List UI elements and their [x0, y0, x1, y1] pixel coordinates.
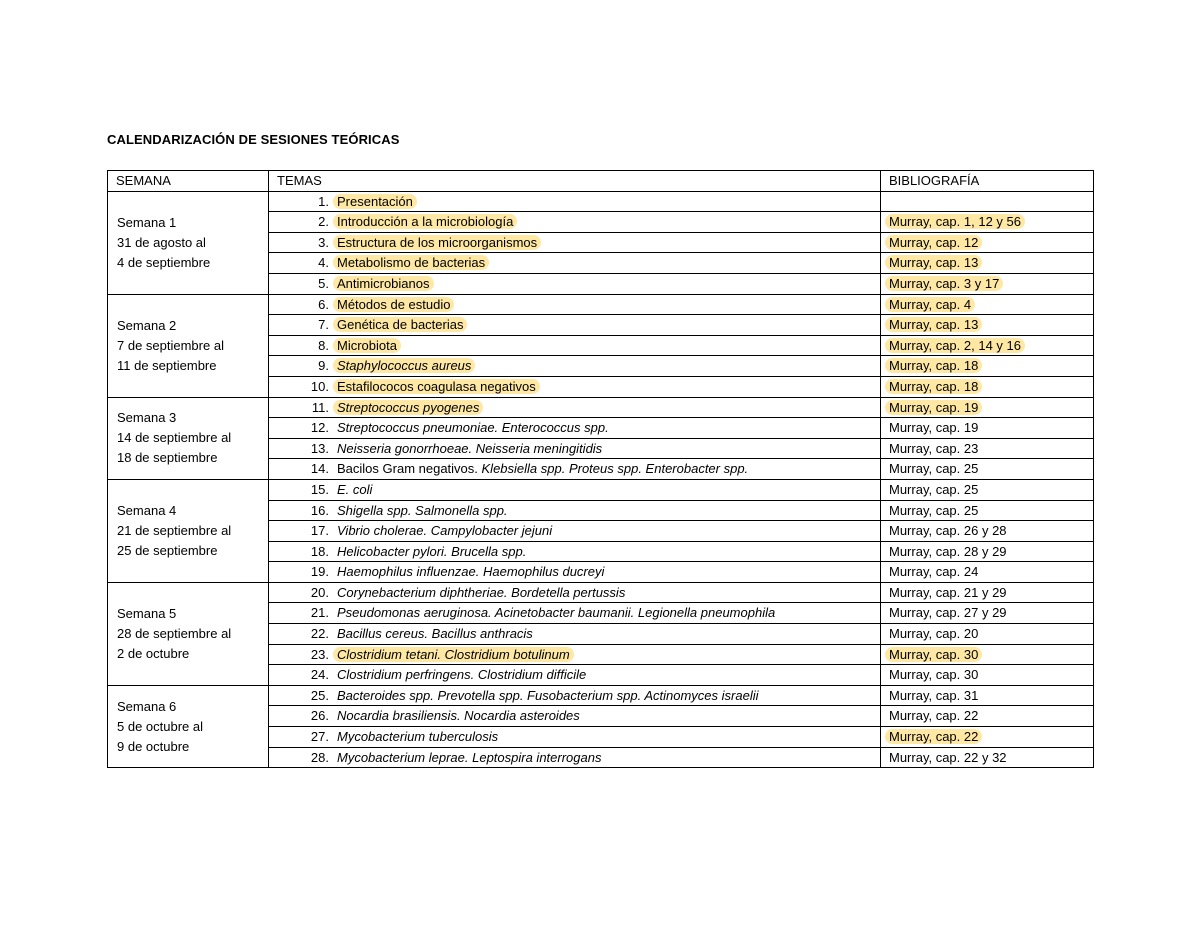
- topic-cell: [269, 665, 881, 686]
- topic-cell: [269, 335, 881, 356]
- bibliography-cell: [881, 706, 1094, 727]
- topic-cell: [269, 747, 881, 768]
- bibliography-cell: [881, 212, 1094, 233]
- topic-number: 16.: [310, 502, 329, 518]
- topic-number: 8.: [318, 337, 329, 353]
- bibliography-text: Murray, cap. 3 y 17: [885, 276, 1003, 291]
- topic-wrap: [333, 297, 454, 312]
- schedule-table: [107, 170, 1094, 768]
- topic-text: Mycobacterium leprae. Leptospira interrogans: [337, 749, 602, 765]
- document-title: CALENDARIZACIÓN DE SESIONES TEÓRICAS: [107, 132, 400, 147]
- topic-text: Staphylococcus aureus: [337, 358, 472, 374]
- topic-number: 6.: [318, 296, 329, 312]
- table-row: [108, 397, 1094, 418]
- week-label: Semana 3: [117, 410, 177, 426]
- bibliography-cell: [881, 273, 1094, 294]
- week-cell: [108, 191, 269, 294]
- bibliography-cell: [881, 603, 1094, 624]
- topic-cell: [269, 232, 881, 253]
- bibliography-cell: [881, 397, 1094, 418]
- bibliography-text: Murray, cap. 18: [885, 358, 982, 373]
- topic-text: Corynebacterium diphtheriae. Bordetella pertussis: [337, 584, 626, 600]
- topic-wrap: [333, 338, 401, 353]
- topic-number: 24.: [310, 667, 329, 683]
- topic-number: 18.: [310, 543, 329, 559]
- bibliography-cell: [881, 665, 1094, 686]
- bibliography-text: Murray, cap. 24: [889, 564, 979, 580]
- bibliography-cell: [881, 562, 1094, 583]
- topic-text: Nocardia brasiliensis. Nocardia asteroides: [337, 708, 580, 724]
- topic-number: 9.: [318, 358, 329, 374]
- topic-cell: [269, 459, 881, 480]
- bibliography-cell: [881, 644, 1094, 665]
- topic-text: Métodos de estudio: [337, 296, 451, 312]
- header-topics: TEMAS: [269, 171, 881, 192]
- bibliography-text: Murray, cap. 12: [885, 235, 982, 250]
- topic-wrap: [333, 647, 574, 662]
- topic-number: 15.: [310, 481, 329, 497]
- bibliography-cell: [881, 376, 1094, 397]
- bibliography-text: Murray, cap. 19: [889, 420, 979, 436]
- bibliography-text: Murray, cap. 23: [889, 440, 979, 456]
- week-line1: 31 de agosto al: [117, 234, 206, 250]
- bibliography-text: Murray, cap. 4: [885, 297, 975, 312]
- topic-cell: [269, 500, 881, 521]
- bibliography-text: Murray, cap. 27 y 29: [889, 605, 1007, 621]
- topic-cell: [269, 315, 881, 336]
- week-line2: 25 de septiembre: [117, 542, 218, 558]
- topic-cell: [269, 624, 881, 645]
- topic-text: Helicobacter pylori. Brucella spp.: [337, 543, 527, 559]
- topic-text: Antimicrobianos: [337, 275, 430, 291]
- topic-text: Genética de bacterias: [337, 317, 464, 333]
- topic-text: Neisseria gonorrhoeae. Neisseria meningitidis: [337, 440, 603, 456]
- bibliography-cell: [881, 500, 1094, 521]
- topic-text: Bacillus cereus. Bacillus anthracis: [337, 626, 533, 642]
- topic-text: Estafilococos coagulasa negativos: [337, 378, 536, 394]
- bibliography-text: Murray, cap. 13: [885, 317, 982, 332]
- week-line2: 4 de septiembre: [117, 254, 211, 270]
- header-week: SEMANA: [108, 171, 269, 192]
- header-bibliography: BIBLIOGRAFÍA: [881, 171, 1094, 192]
- table-row: [108, 685, 1094, 706]
- bibliography-text: Murray, cap. 25: [889, 481, 979, 497]
- topic-number: 10.: [310, 378, 329, 394]
- topic-wrap: [333, 400, 483, 415]
- bibliography-cell: [881, 294, 1094, 315]
- week-line1: 7 de septiembre al: [117, 337, 224, 353]
- topic-cell: [269, 418, 881, 439]
- topic-number: 2.: [318, 214, 329, 230]
- topic-text: Mycobacterium tuberculosis: [337, 729, 499, 745]
- bibliography-text: Murray, cap. 18: [885, 379, 982, 394]
- bibliography-text: Murray, cap. 1, 12 y 56: [885, 214, 1025, 229]
- topic-number: 20.: [310, 584, 329, 600]
- topic-text: Metabolismo de bacterias: [337, 255, 486, 271]
- topic-wrap: [333, 379, 540, 394]
- bibliography-text: Murray, cap. 21 y 29: [889, 584, 1007, 600]
- table-row: [108, 191, 1094, 212]
- topic-number: 14.: [310, 461, 329, 477]
- bibliography-cell: [881, 685, 1094, 706]
- topic-wrap: [333, 276, 434, 291]
- topic-cell: [269, 212, 881, 233]
- topic-number: 7.: [318, 317, 329, 333]
- bibliography-cell: [881, 315, 1094, 336]
- topic-text: Microbiota: [337, 337, 397, 353]
- topic-cell: [269, 294, 881, 315]
- bibliography-cell: [881, 438, 1094, 459]
- table-header-row: [108, 171, 1094, 192]
- bibliography-cell: [881, 747, 1094, 768]
- topic-text: Presentación: [337, 193, 413, 209]
- table-body: [108, 191, 1094, 768]
- bibliography-cell: [881, 232, 1094, 253]
- topic-cell: [269, 376, 881, 397]
- week-label: Semana 6: [117, 698, 177, 714]
- topic-cell: [269, 397, 881, 418]
- topic-cell: [269, 603, 881, 624]
- bibliography-text: Murray, cap. 25: [889, 502, 979, 518]
- topic-text: Bacteroides spp. Prevotella spp. Fusobacterium spp. Actinomyces israelii: [337, 687, 759, 703]
- topic-number: 4.: [318, 255, 329, 271]
- table-row: [108, 479, 1094, 500]
- topic-wrap: [333, 358, 475, 373]
- topic-number: 27.: [310, 729, 329, 745]
- week-label: Semana 2: [117, 317, 177, 333]
- bibliography-cell: [881, 191, 1094, 212]
- bibliography-text: Murray, cap. 31: [889, 687, 979, 703]
- topic-text: Clostridium tetani. Clostridium botulinum: [337, 646, 570, 662]
- week-line2: 9 de octubre: [117, 738, 190, 754]
- topic-text: Streptococcus pneumoniae. Enterococcus spp.: [337, 420, 609, 436]
- topic-cell: [269, 706, 881, 727]
- bibliography-text: Murray, cap. 30: [889, 667, 979, 683]
- topic-cell: [269, 438, 881, 459]
- week-line2: 2 de octubre: [117, 645, 190, 661]
- bibliography-cell: [881, 459, 1094, 480]
- bibliography-text: Murray, cap. 19: [885, 400, 982, 415]
- week-line1: 21 de septiembre al: [117, 522, 232, 538]
- week-cell: [108, 479, 269, 582]
- week-line1: 28 de septiembre al: [117, 625, 232, 641]
- topic-text: Clostridium perfringens. Clostridium difficile: [337, 667, 587, 683]
- topic-cell: [269, 273, 881, 294]
- topic-number: 5.: [318, 275, 329, 291]
- topic-number: 28.: [310, 749, 329, 765]
- topic-number: 25.: [310, 687, 329, 703]
- topic-number: 23.: [310, 646, 329, 662]
- table-row: [108, 294, 1094, 315]
- bibliography-cell: [881, 253, 1094, 274]
- bibliography-cell: [881, 582, 1094, 603]
- bibliography-cell: [881, 521, 1094, 542]
- topic-cell: [269, 582, 881, 603]
- week-cell: [108, 397, 269, 479]
- topic-cell: [269, 541, 881, 562]
- topic-text: Haemophilus influenzae. Haemophilus ducreyi: [337, 564, 605, 580]
- topic-wrap: [333, 235, 541, 250]
- week-cell: [108, 294, 269, 397]
- topic-cell: [269, 253, 881, 274]
- topic-text: Introducción a la microbiología: [337, 214, 514, 230]
- week-line2: 18 de septiembre: [117, 450, 218, 466]
- week-line1: 14 de septiembre al: [117, 430, 232, 446]
- bibliography-cell: [881, 624, 1094, 645]
- topic-number: 21.: [310, 605, 329, 621]
- topic-number: 22.: [310, 626, 329, 642]
- topic-cell: [269, 562, 881, 583]
- topic-number: 19.: [310, 564, 329, 580]
- week-label: Semana 4: [117, 502, 177, 518]
- bibliography-text: Murray, cap. 22 y 32: [889, 749, 1007, 765]
- topic-text: E. coli: [337, 481, 373, 497]
- bibliography-text: Murray, cap. 26 y 28: [889, 523, 1007, 539]
- topic-number: 17.: [310, 523, 329, 539]
- topic-number: 13.: [310, 440, 329, 456]
- topic-cell: [269, 356, 881, 377]
- bibliography-cell: [881, 479, 1094, 500]
- table-row: [108, 582, 1094, 603]
- bibliography-cell: [881, 541, 1094, 562]
- topic-wrap: [333, 255, 489, 270]
- topic-number: 26.: [310, 708, 329, 724]
- topic-cell: [269, 685, 881, 706]
- topic-text: Bacilos Gram negativos. Klebsiella spp. Proteus spp. Enterobacter spp.: [337, 461, 749, 477]
- topic-number: 12.: [310, 420, 329, 436]
- bibliography-text: Murray, cap. 25: [889, 461, 979, 477]
- topic-wrap: [333, 317, 467, 332]
- topic-text: Pseudomonas aeruginosa. Acinetobacter baumanii. Legionella pneumophila: [337, 605, 776, 621]
- week-cell: [108, 582, 269, 685]
- bibliography-text: Murray, cap. 22: [885, 729, 982, 744]
- topic-cell: [269, 521, 881, 542]
- bibliography-text: Murray, cap. 2, 14 y 16: [885, 338, 1025, 353]
- bibliography-text: Murray, cap. 28 y 29: [889, 543, 1007, 559]
- topic-number: 11.: [311, 399, 329, 415]
- bibliography-cell: [881, 335, 1094, 356]
- topic-cell: [269, 644, 881, 665]
- bibliography-text: Murray, cap. 20: [889, 626, 979, 642]
- bibliography-cell: [881, 727, 1094, 748]
- week-label: Semana 5: [117, 605, 177, 621]
- topic-cell: [269, 191, 881, 212]
- week-line1: 5 de octubre al: [117, 718, 204, 734]
- bibliography-text: Murray, cap. 30: [885, 647, 982, 662]
- topic-wrap: [333, 214, 517, 229]
- topic-text: Streptococcus pyogenes: [337, 399, 480, 415]
- bibliography-cell: [881, 418, 1094, 439]
- week-line2: 11 de septiembre: [117, 357, 217, 373]
- week-label: Semana 1: [117, 214, 177, 230]
- bibliography-text: Murray, cap. 13: [885, 255, 982, 270]
- topic-cell: [269, 727, 881, 748]
- topic-cell: [269, 479, 881, 500]
- week-cell: [108, 685, 269, 767]
- topic-text: Estructura de los microorganismos: [337, 234, 538, 250]
- bibliography-cell: [881, 356, 1094, 377]
- topic-text: Shigella spp. Salmonella spp.: [337, 502, 508, 518]
- topic-number: 3.: [318, 234, 329, 250]
- topic-number: 1.: [318, 193, 329, 209]
- topic-wrap: [333, 194, 417, 209]
- topic-text: Vibrio cholerae. Campylobacter jejuni: [337, 523, 553, 539]
- bibliography-text: Murray, cap. 22: [889, 708, 979, 724]
